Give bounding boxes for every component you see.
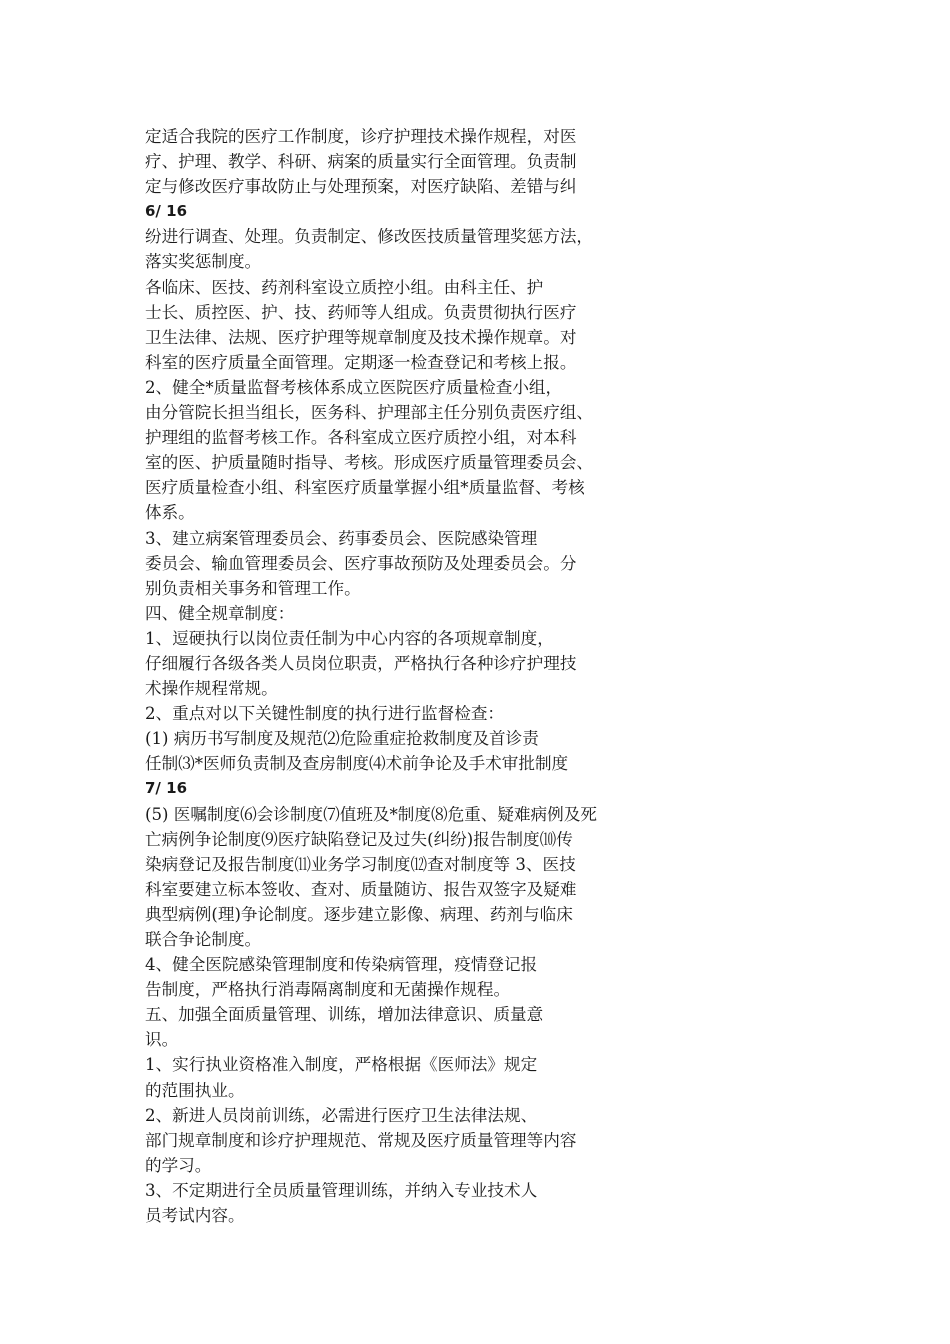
text-line: 4、健全医院感染管理制度和传染病管理，疫情登记报 — [145, 955, 538, 975]
text-line: 2、新进人员岗前训练，必需进行医疗卫生法律法规、 — [145, 1105, 538, 1125]
text-line: 的学习。 — [145, 1155, 212, 1175]
text-line: 典型病例(理)争论制度。逐步建立影像、病理、药剂与临床 — [145, 904, 573, 924]
text-line: 士长、质控医、护、技、药师等人组成。负责贯彻执行医疗 — [145, 302, 577, 322]
text-line: 定与修改医疗事故防止与处理预案，对医疗缺陷、差错与纠 — [145, 177, 577, 197]
text-line: 员考试内容。 — [145, 1206, 245, 1226]
text-line: 的范围执业。 — [145, 1080, 245, 1100]
text-line: 2、重点对以下关键性制度的执行进行监督检查： — [145, 704, 505, 724]
text-line: 委员会、输血管理委员会、医疗事故预防及处理委员会。分 — [145, 553, 577, 573]
page-number: 7/ 16 — [145, 779, 188, 798]
text-line: 3、建立病案管理委员会、药事委员会、医院感染管理 — [145, 528, 538, 548]
text-line: 由分管院长担当组长，医务科、护理部主任分别负责医疗组、 — [145, 403, 594, 423]
text-line: 体系。 — [145, 503, 195, 523]
text-line: 告制度，严格执行消毒隔离制度和无菌操作规程。 — [145, 980, 511, 1000]
text-line: 各临床、医技、药剂科室设立质控小组。由科主任、护 — [145, 277, 544, 297]
text-line: 3、不定期进行全员质量管理训练，并纳入专业技术人 — [145, 1180, 538, 1200]
text-line: 纷进行调查、处理。负责制定、修改医技质量管理奖惩方法， — [145, 227, 594, 247]
section-heading: 五、加强全面质量管理、训练，增加法律意识、质量意 — [145, 1005, 544, 1025]
text-line: 2、健全*质量监督考核体系成立医院医疗质量检查小组， — [145, 377, 563, 397]
text-line: 科室的医疗质量全面管理。定期逐一检查登记和考核上报。 — [145, 352, 577, 372]
text-line: 亡病例争论制度⑼医疗缺陷登记及过失(纠纷)报告制度⑽传 — [145, 829, 573, 849]
text-line: 疗、护理、教学、科研、病案的质量实行全面管理。负责制 — [145, 152, 577, 172]
section-heading: 四、健全规章制度： — [145, 603, 295, 623]
text-line: 定适合我院的医疗工作制度，诊疗护理技术操作规程，对医 — [145, 127, 577, 146]
text-line: 落实奖惩制度。 — [145, 252, 262, 272]
text-line: 联合争论制度。 — [145, 930, 262, 949]
text-line: 任制⑶*医师负责制及查房制度⑷术前争论及手术审批制度 — [145, 754, 569, 774]
page-number: 6/ 16 — [145, 202, 188, 221]
text-line: 1、实行执业资格准入制度，严格根据《医师法》规定 — [145, 1055, 538, 1075]
text-line: (5) 医嘱制度⑹会诊制度⑺值班及*制度⑻危重、疑难病例及死 — [145, 804, 597, 824]
text-line: 科室要建立标本签收、查对、质量随访、报告双签字及疑难 — [145, 879, 577, 899]
text-line: 医疗质量检查小组、科室医疗质量掌握小组*质量监督、考核 — [145, 478, 585, 498]
text-line: 室的医、护质量随时指导、考核。形成医疗质量管理委员会、 — [145, 453, 594, 473]
text-line: 1、逗硬执行以岗位责任制为中心内容的各项规章制度， — [145, 628, 554, 648]
text-line: 卫生法律、法规、医疗护理等规章制度及技术操作规章。对 — [145, 327, 577, 347]
text-line: 护理组的监督考核工作。各科室成立医疗质控小组，对本科 — [145, 428, 577, 448]
text-line: 别负责相关事务和管理工作。 — [145, 578, 361, 598]
document-body — [145, 124, 705, 1228]
text-line: (1) 病历书写制度及规范⑵危险重症抢救制度及首诊责 — [145, 729, 539, 749]
text-line: 部门规章制度和诊疗护理规范、常规及医疗质量管理等内容 — [145, 1130, 577, 1150]
text-line: 染病登记及报告制度⑾业务学习制度⑿查对制度等 3、医技 — [145, 854, 576, 874]
text-line: 识。 — [145, 1030, 179, 1050]
text-line: 术操作规程常规。 — [145, 679, 278, 699]
text-line: 仔细履行各级各类人员岗位职责，严格执行各种诊疗护理技 — [145, 653, 577, 673]
